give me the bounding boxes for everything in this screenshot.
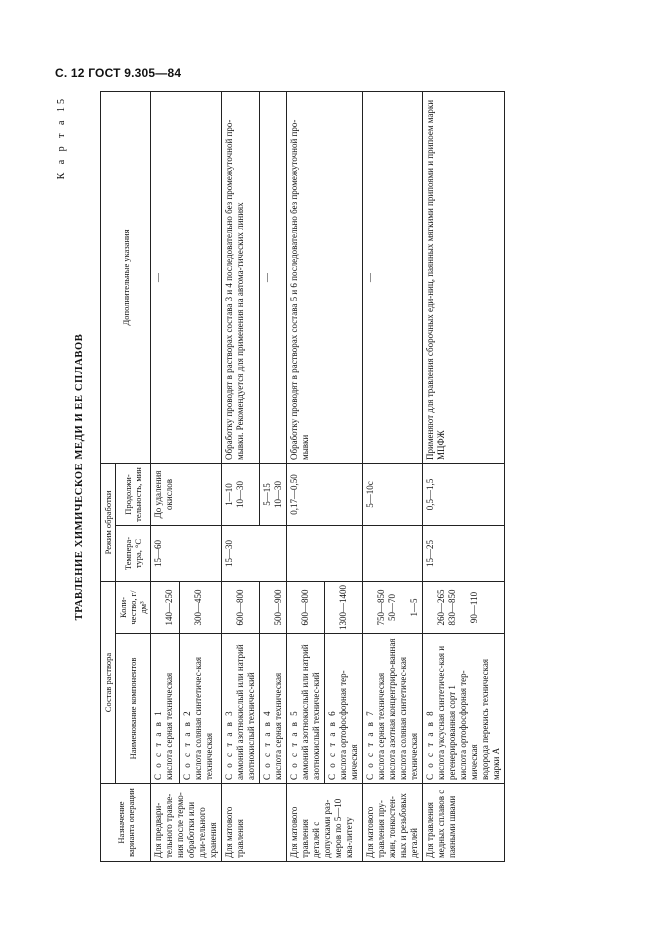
temperature-cell xyxy=(363,526,423,582)
table-row xyxy=(222,92,260,862)
quantity-cell xyxy=(222,582,260,634)
component-item: кислота соляная синтетичес-кая техническая xyxy=(193,657,215,780)
composition-title: С о с т а в 2 xyxy=(182,709,193,780)
card-label: К а р т а 15 xyxy=(56,96,67,180)
rotated-table-page xyxy=(56,92,615,862)
composition-title: С о с т а в 4 xyxy=(262,709,272,780)
composition-cell xyxy=(222,634,260,784)
header-quantity: Коли-чество, г/дм³ xyxy=(116,582,151,634)
purpose-cell: Для матового травления пру-жин, тонкостен-ных и резьбовых деталей xyxy=(363,784,423,862)
quantity-value: 90—110 xyxy=(469,591,479,624)
quantity-value: 50—70 xyxy=(387,594,397,621)
table-row xyxy=(423,92,505,862)
quantity-cell xyxy=(363,582,423,634)
header-mode: Режим обработки xyxy=(101,464,116,582)
quantity-value: 750—850 xyxy=(376,589,386,626)
quantity-cell xyxy=(260,582,287,634)
notes-cell: Обработку проводят в растворах состава 3 и 4 последовательно без промежуточной про-мывки. Рекомендуется для применения на автома-тических линиях xyxy=(222,92,260,464)
quantity-cell xyxy=(287,582,325,634)
duration-cell: 0,17—0,50 xyxy=(287,464,363,526)
quantity-cell xyxy=(423,582,505,634)
notes-cell: — xyxy=(151,92,222,464)
notes-cell: Применяют для травления сборочных еди-ниц, паянных мягкими припоями и припоем марки МЦФЖ xyxy=(423,92,505,464)
composition-title: С о с т а в 3 xyxy=(224,709,234,780)
purpose-cell: Для матового травления xyxy=(222,784,287,862)
composition-cell xyxy=(363,634,423,784)
notes-cell: — xyxy=(260,92,287,464)
quantity-value: 830—850 xyxy=(447,589,457,626)
composition-title: С о с т а в 6 xyxy=(327,709,337,780)
component-item: водорода перекись техническая марки А xyxy=(480,659,501,780)
component-item: кислота ортофосфорная тер-мическая xyxy=(458,670,479,780)
duration-cell: 5—15 10—30 xyxy=(260,464,287,526)
quantity-cell xyxy=(151,582,180,634)
notes-cell: — xyxy=(363,92,423,464)
component-item: кислота серная техническая xyxy=(376,672,386,780)
page-header: С. 12 ГОСТ 9.305—84 xyxy=(55,66,182,80)
notes-cell: Обработку проводят в растворах состава 5 и 6 последовательно без промежуточной про-мывки xyxy=(287,92,363,464)
composition-cell xyxy=(151,634,180,784)
composition-title: С о с т а в 5 xyxy=(289,709,299,780)
duration-cell: До удаления окислов xyxy=(151,464,222,526)
header-variant: Назначение варианта операции xyxy=(101,784,151,862)
composition-cell xyxy=(180,634,222,784)
table-row xyxy=(363,92,423,862)
header-composition: Состав раствора xyxy=(101,582,116,784)
purpose-cell: Для матового травления деталей с допусками раз-меров по 5—10 ква-литету xyxy=(287,784,363,862)
etching-table xyxy=(100,91,505,862)
header-temperature: Темпера-тура, °С xyxy=(116,526,151,582)
component-item: кислота азотная концентриро-ванная xyxy=(387,638,397,780)
duration-cell: 0,5—1,5 xyxy=(423,464,505,526)
composition-title: С о с т а в 8 xyxy=(425,709,435,780)
temperature-cell: 15—60 xyxy=(151,526,222,582)
component-item: аммоний азотнокислый или натрий азотнокислый техничес-кий xyxy=(235,644,256,780)
component-item: кислота ортофосфорная тер-мическая xyxy=(338,670,359,780)
quantity-value: 140—250 xyxy=(164,589,174,626)
component-item: аммоний азотнокислый или натрий азотнокислый техничес-кий xyxy=(300,644,321,780)
table-row xyxy=(260,92,287,862)
header-notes: Дополнительные указания xyxy=(101,92,151,464)
composition-title: С о с т а в 7 xyxy=(365,709,375,780)
duration-cell: 5—10с xyxy=(363,464,423,526)
quantity-value: 260—265 xyxy=(436,589,446,626)
quantity-value: 1300—1400 xyxy=(338,585,348,630)
duration-cell: 1—10 10—30 xyxy=(222,464,260,526)
temperature-cell: 15—25 xyxy=(423,526,505,582)
composition-cell xyxy=(260,634,287,784)
temperature-cell: 15—30 xyxy=(222,526,287,582)
composition-cell xyxy=(423,634,505,784)
purpose-cell: Для предвари-тельного травле-ния после термо-обработки или дли-тельного хранения xyxy=(151,784,222,862)
component-item: кислота серная техническая xyxy=(164,672,174,780)
quantity-value: 1—5 xyxy=(409,598,419,617)
quantity-cell xyxy=(325,582,363,634)
quantity-cell xyxy=(180,582,222,634)
quantity-value: 600—800 xyxy=(300,589,310,626)
table-title: ТРАВЛЕНИЕ ХИМИЧЕСКОЕ МЕДИ И ЕЕ СПЛАВОВ xyxy=(74,333,85,621)
table-row xyxy=(151,92,180,862)
header-component-name: Наименование компонентов xyxy=(116,634,151,784)
table-row xyxy=(287,92,325,862)
purpose-cell: Для травления медных сплавов с паяными швами xyxy=(423,784,505,862)
quantity-value: 500—900 xyxy=(273,589,283,626)
composition-title: С о с т а в 1 xyxy=(153,709,163,780)
composition-cell xyxy=(325,634,363,784)
quantity-value: 600—800 xyxy=(235,589,245,626)
temperature-cell xyxy=(287,526,363,582)
quantity-value: 300—450 xyxy=(193,589,204,626)
component-item: кислота уксусная синтетичес-кая и регенерированная сорт 1 xyxy=(436,645,457,780)
composition-cell xyxy=(287,634,325,784)
header-duration: Продолжи-тельность, мин xyxy=(116,464,151,526)
component-item: кислота соляная синтетичес-кая техническая xyxy=(398,657,419,780)
component-item: кислота серная техническая xyxy=(273,672,283,780)
